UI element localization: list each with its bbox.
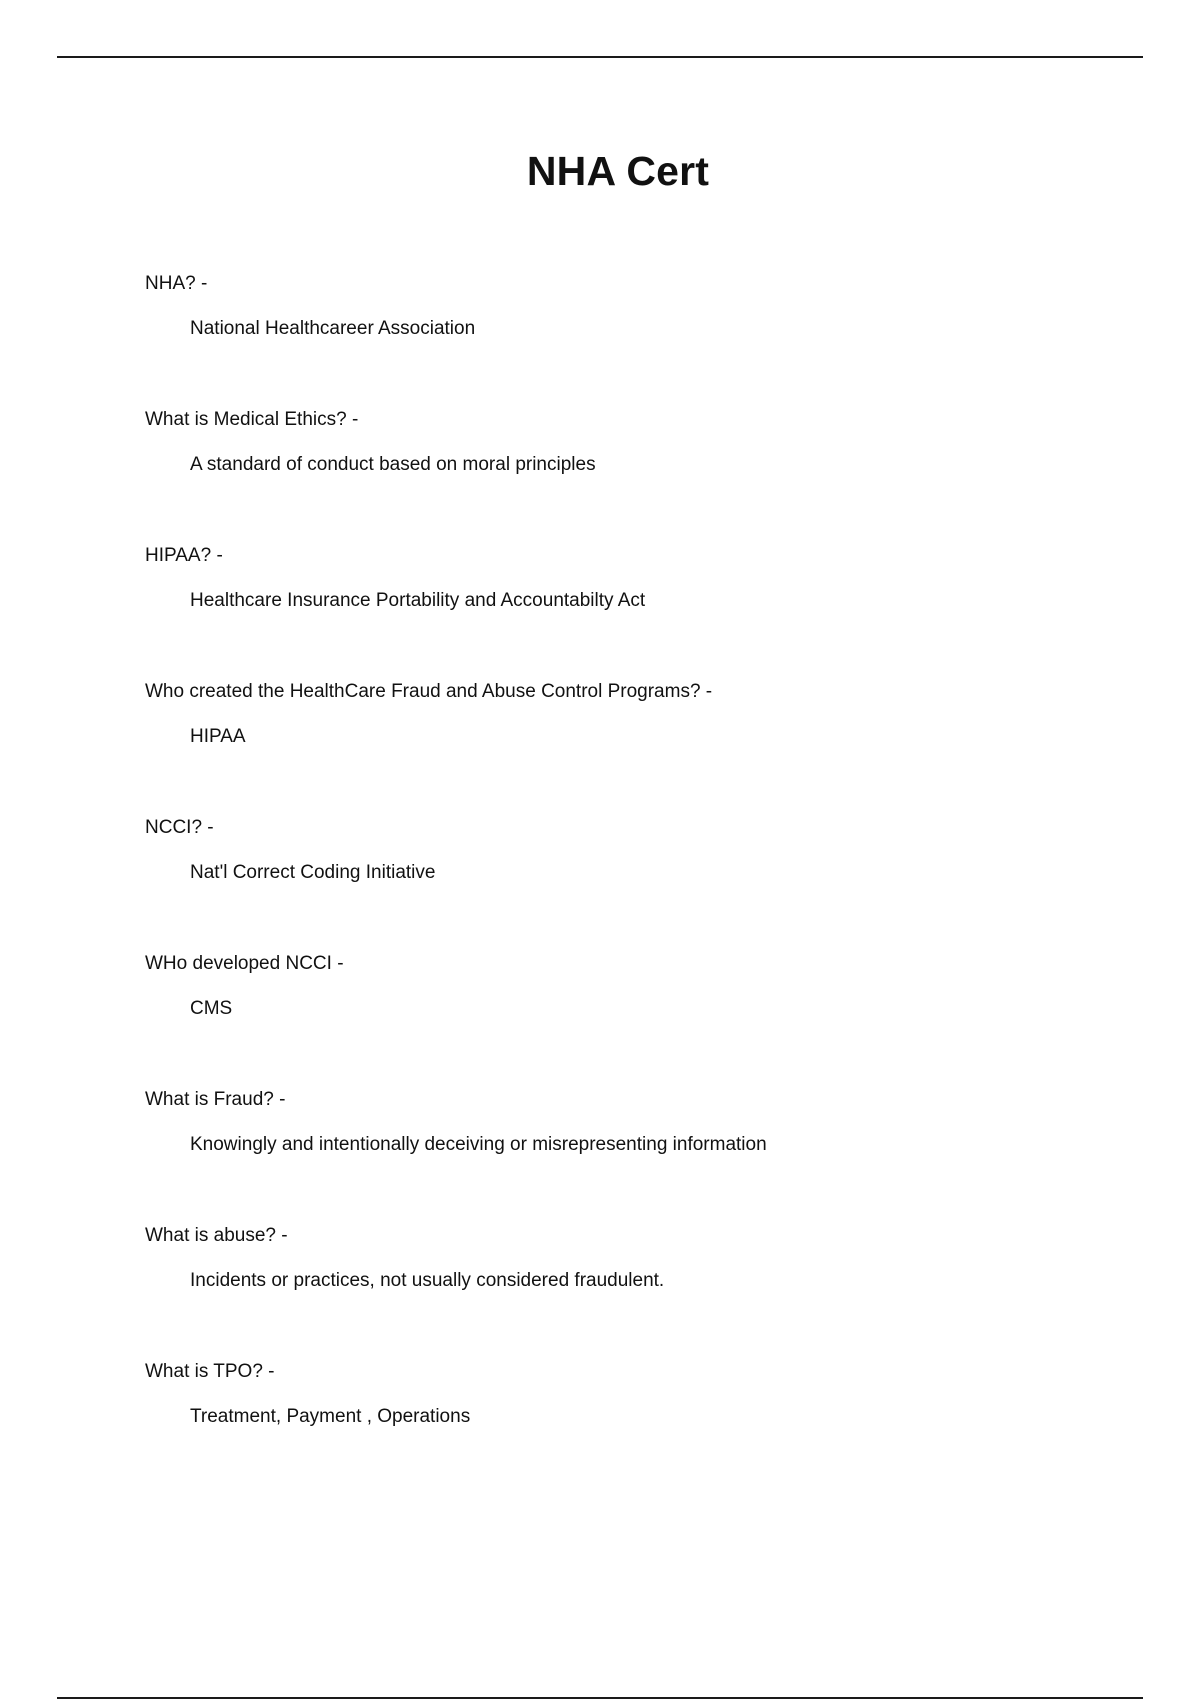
flashcard-item xyxy=(145,1225,1145,1361)
top-divider xyxy=(57,56,1143,58)
answer-text: Treatment, Payment , Operations xyxy=(190,1406,471,1427)
flashcard-item xyxy=(145,409,1145,545)
flashcard-item xyxy=(145,953,1145,1089)
flashcard-item xyxy=(145,545,1145,681)
flashcard-item xyxy=(145,273,1145,409)
answer-text: A standard of conduct based on moral principles xyxy=(190,454,596,475)
answer-text: CMS xyxy=(190,998,233,1019)
page-title: NHA Cert xyxy=(526,148,710,194)
question-text: What is Medical Ethics? - xyxy=(145,409,359,430)
answer-text: Healthcare Insurance Portability and Accountabilty Act xyxy=(190,590,646,611)
answer-text: Incidents or practices, not usually considered fraudulent. xyxy=(190,1270,665,1291)
question-text: What is Fraud? - xyxy=(145,1089,286,1110)
question-text: NHA? - xyxy=(145,273,208,294)
flashcard-item xyxy=(145,681,1145,817)
question-text: NCCI? - xyxy=(145,817,214,838)
flashcard-item xyxy=(145,1361,1145,1497)
question-text: WHo developed NCCI - xyxy=(145,953,344,974)
question-text: HIPAA? - xyxy=(145,545,223,566)
answer-text: Nat'l Correct Coding Initiative xyxy=(190,862,436,883)
flashcard-item xyxy=(145,817,1145,953)
bottom-divider xyxy=(57,1697,1143,1699)
question-text: What is TPO? - xyxy=(145,1361,275,1382)
question-text: What is abuse? - xyxy=(145,1225,288,1246)
answer-text: HIPAA xyxy=(190,726,246,747)
answer-text: Knowingly and intentionally deceiving or misrepresenting information xyxy=(190,1134,767,1155)
question-text: Who created the HealthCare Fraud and Abuse Control Programs? - xyxy=(145,681,713,702)
flashcard-list xyxy=(145,273,1145,1497)
answer-text: National Healthcareer Association xyxy=(190,318,476,339)
flashcard-item xyxy=(145,1089,1145,1225)
